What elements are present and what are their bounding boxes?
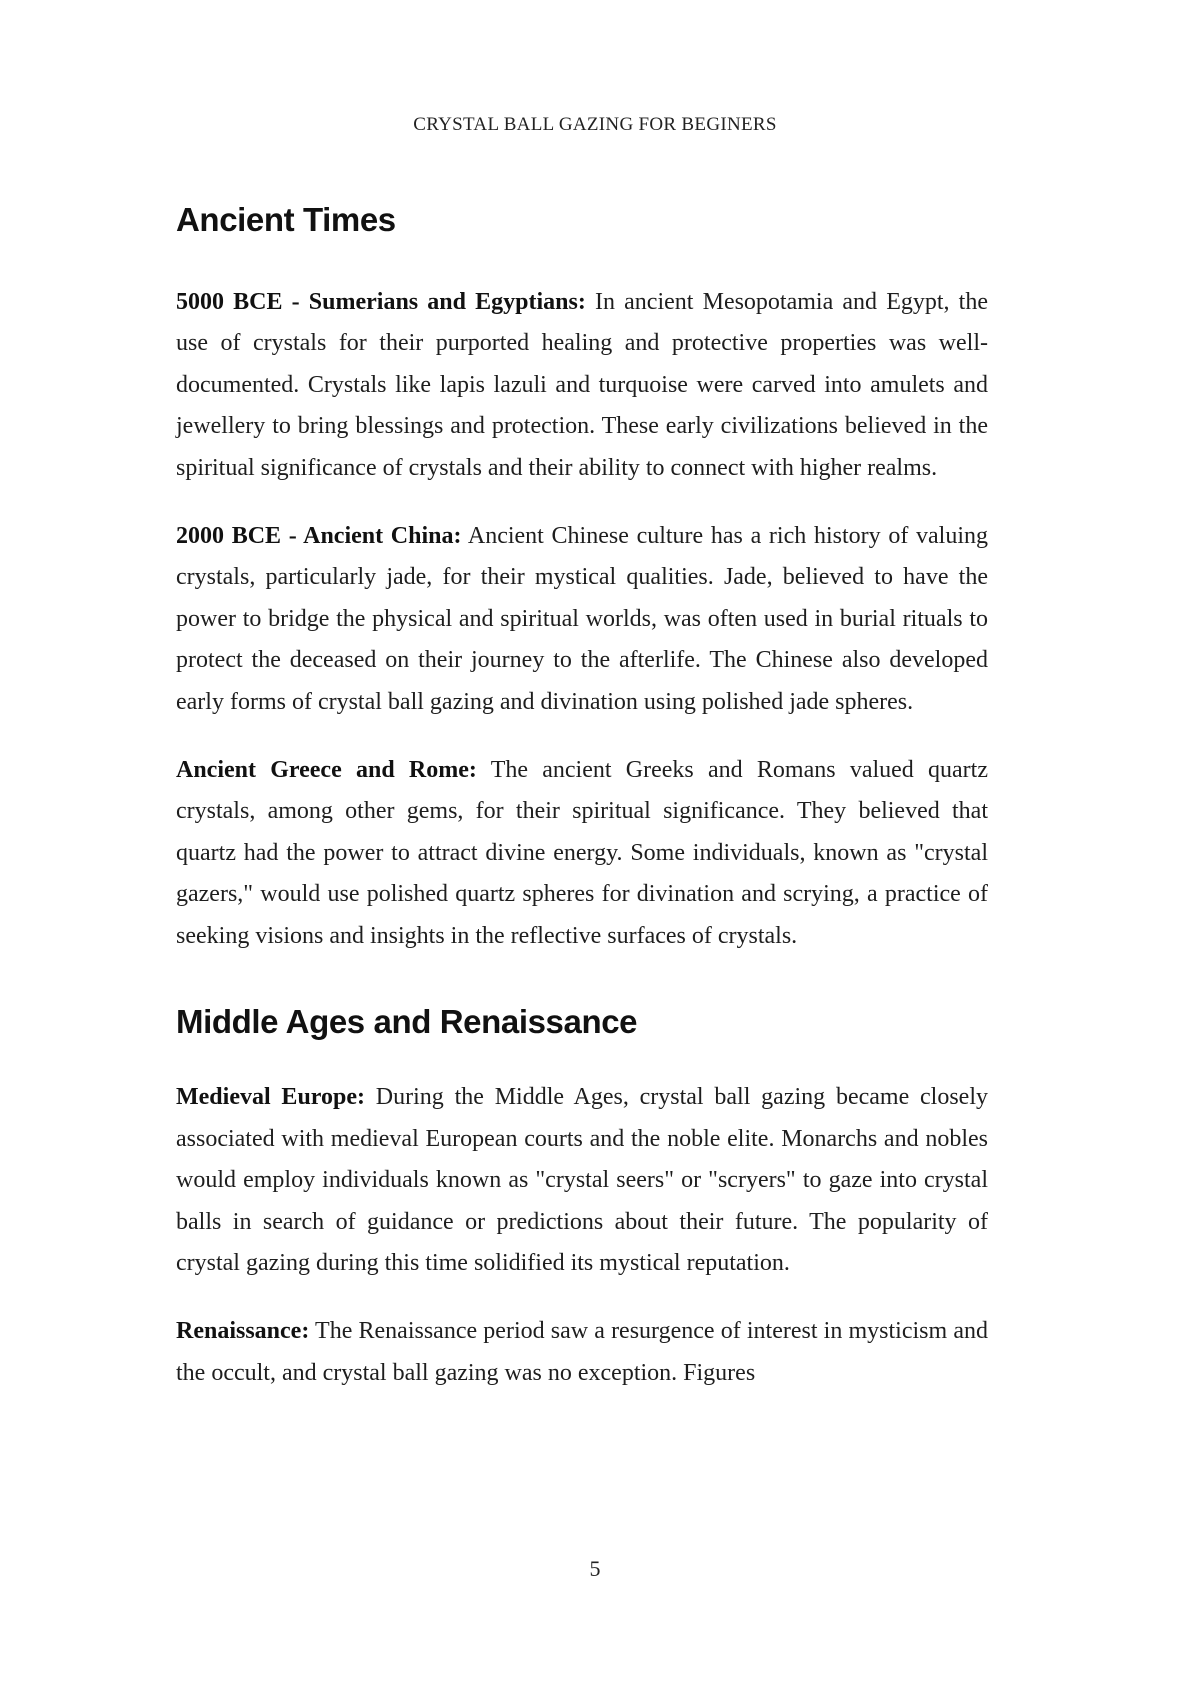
paragraph-text: The Renaissance period saw a resurgence of interest in mysticism and the occult, and crystal ball gazing was no exception. Figures <box>176 1318 988 1386</box>
paragraph-lead: 2000 BCE - Ancient China: <box>176 522 462 549</box>
paragraph-lead: Ancient Greece and Rome: <box>176 756 477 783</box>
paragraph-renaissance <box>176 1311 988 1394</box>
paragraph-lead: 5000 BCE - Sumerians and Egyptians: <box>176 288 586 315</box>
paragraph-sumerians-egyptians <box>176 282 988 490</box>
page-number: 5 <box>589 1556 601 1581</box>
section-heading-ancient-times: Ancient Times <box>176 201 396 238</box>
paragraph-text: In ancient Mesopotamia and Egypt, the use of crystals for their purported healing and protective properties was well-documented. Crystals like lapis lazuli and turquoise were carved into amulets and jewellery to bring blessings and protection. These early civilizations believed in the spiritual significance of crystals and their ability to connect with higher realms. <box>176 288 989 481</box>
paragraph-ancient-china <box>176 516 988 724</box>
running-header: CRYSTAL BALL GAZING FOR BEGINERS <box>413 114 777 135</box>
paragraph-text: The ancient Greeks and Romans valued quartz crystals, among other gems, for their spiritual significance. They believed that quartz had the power to attract divine energy. Some individuals, known as "crystal gazers," would use polished quartz spheres for divination and scrying, a practice of seeking visions and insights in the reflective surfaces of crystals. <box>176 756 988 949</box>
section-heading-middle-ages: Middle Ages and Renaissance <box>176 1002 638 1040</box>
paragraph-lead: Medieval Europe: <box>176 1084 366 1111</box>
paragraph-text: During the Middle Ages, crystal ball gazing became closely associated with medieval European courts and the noble elite. Monarchs and nobles would employ individuals known as "crystal seers" or "scryers" to gaze into crystal balls in search of guidance or predictions about their future. The popularity of crystal gazing during this time solidified its mystical reputation. <box>176 1084 988 1277</box>
paragraph-text: Ancient Chinese culture has a rich history of valuing crystals, particularly jade, for their mystical qualities. Jade, believed to have the power to bridge the physical and spiritual worlds, was often used in burial rituals to protect the deceased on their journey to the afterlife. The Chinese also developed early forms of crystal ball gazing and divination using polished jade spheres. <box>176 522 988 715</box>
paragraph-medieval-europe <box>176 1077 988 1285</box>
page-body <box>176 200 988 1420</box>
paragraph-lead: Renaissance: <box>176 1318 310 1345</box>
paragraph-greece-rome <box>176 750 988 958</box>
